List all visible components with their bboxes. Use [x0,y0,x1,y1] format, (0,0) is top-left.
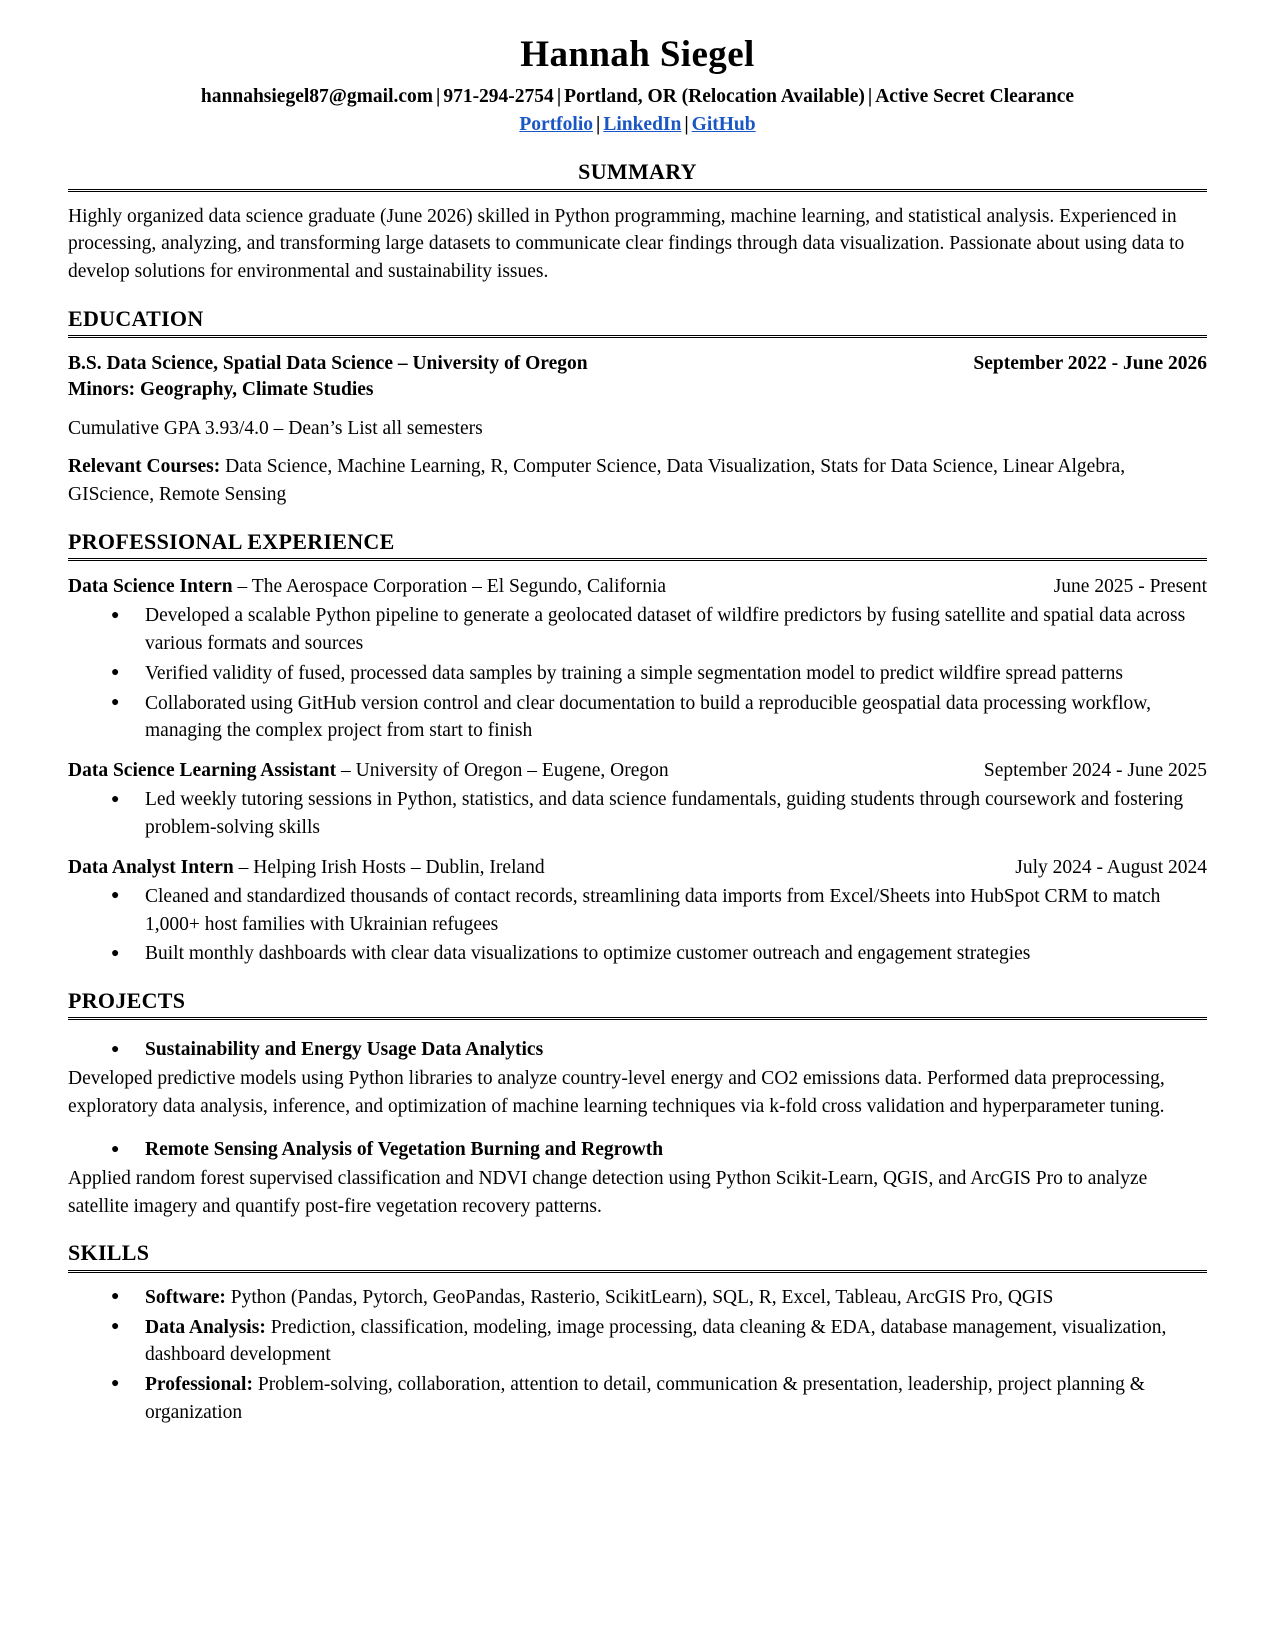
experience-entry-header [68,758,1207,784]
education-heading: EDUCATION [68,306,1207,338]
experience-entry [68,574,1207,745]
job-title: Data Science Intern [68,576,233,598]
skill-item [68,1314,1207,1369]
project-title-list [68,1136,1207,1164]
project-title-list [68,1036,1207,1064]
summary-section [68,159,1207,285]
job-company-location: – University of Oregon – Eugene, Oregon [336,759,669,781]
skill-item [68,1371,1207,1426]
contact-separator-1: | [436,85,441,107]
job-title: Data Science Learning Assistant [68,759,337,781]
job-bullet: ● Collaborated using GitHub version control and clear documentation to build a reproducible geospatial data processing workflow, managing the complex project from start to finish [68,690,1207,745]
education-dates: September 2022 - June 2026 [973,353,1207,375]
job-bullet: ● Developed a scalable Python pipeline to generate a geolocated dataset of wildfire predictors by fusing satellite and spatial data across various formats and sources [68,602,1207,657]
skill-item [68,1284,1207,1312]
link-separator-2: | [684,113,689,135]
resume-header [68,34,1207,137]
job-bullet-list [68,786,1207,841]
job-bullet: ● Led weekly tutoring sessions in Python, statistics, and data science fundamentals, guiding students through coursework and fostering problem-solving skills [68,786,1207,841]
link-separator-1: | [596,113,601,135]
job-bullet-list [68,883,1207,968]
job-bullet: ● Verified validity of fused, processed data samples by training a simple segmentation model to predict wildfire spread patterns [68,660,1207,688]
job-title-line [68,574,1038,600]
job-title-line [68,855,999,881]
project-title: ● Remote Sensing Analysis of Vegetation Burning and Regrowth [68,1136,1207,1164]
job-dates: June 2025 - Present [1053,576,1207,598]
phone-text: 971-294-2754 [443,85,554,107]
experience-section [68,529,1207,968]
portfolio-link[interactable]: Portfolio [519,113,594,135]
skill-text: Problem-solving, collaboration, attention to detail, communication & presentation, leadership, project planning & organization [145,1373,1145,1423]
job-dates: July 2024 - August 2024 [1015,856,1207,878]
experience-entry-header [68,574,1207,600]
project-title: ● Sustainability and Energy Usage Data Analytics [68,1036,1207,1064]
summary-text: Highly organized data science graduate (June 2026) skilled in Python programming, machine learning, and statistical analysis. Experienced in processing, analyzing, and transforming large datasets to communicate clear findings through data visualization. Passionate about using data to develop solutions for environmental and sustainability issues. [68,205,1185,282]
project-description: Developed predictive models using Python libraries to analyze country-level energy and CO2 emissions data. Performed data preprocessing, exploratory data analysis, inference, and optimization of machine learning techniques via k-fold cross validation and hyperparameter tuning. [68,1068,1165,1117]
relevant-courses-label: Relevant Courses: [68,456,221,478]
projects-heading: PROJECTS [68,988,1207,1020]
job-bullet-list [68,602,1207,744]
project-entry [68,1036,1207,1120]
education-gpa: Cumulative GPA 3.93/4.0 – Dean’s List all semesters [68,417,483,439]
location-text: Portland, OR (Relocation Available) [564,85,865,107]
candidate-name: Hannah Siegel [520,34,755,75]
job-title: Data Analyst Intern [68,856,234,878]
project-entry [68,1136,1207,1220]
clearance-text: Active Secret Clearance [875,85,1075,107]
experience-entry [68,758,1207,842]
summary-heading: SUMMARY [68,159,1207,191]
links-line [68,112,1207,137]
job-bullet: ● Built monthly dashboards with clear data visualizations to optimize customer outreach and engagement strategies [68,940,1207,968]
relevant-courses-text: Data Science, Machine Learning, R, Computer Science, Data Visualization, Stats for Data Science, Linear Algebra, GIScience, Remote Sensing [68,456,1126,506]
linkedin-link[interactable]: LinkedIn [603,113,682,135]
education-entry-header [68,351,1207,377]
job-company-location: – The Aerospace Corporation – El Segundo, California [232,576,667,598]
job-dates: September 2024 - June 2025 [983,759,1207,781]
skills-bullet-list [68,1284,1207,1426]
contact-separator-2: | [556,85,562,107]
skill-label: Data Analysis: [145,1316,266,1338]
contact-separator-3: | [867,85,873,107]
education-section [68,306,1207,509]
project-description: Applied random forest supervised classification and NDVI change detection using Python Scikit-Learn, QGIS, and ArcGIS Pro to analyze satellite imagery and quantify post-fire vegetation recovery patterns. [68,1168,1148,1217]
job-company-location: – Helping Irish Hosts – Dublin, Ireland [233,856,545,878]
skills-section [68,1240,1207,1426]
experience-entry [68,855,1207,968]
skills-heading: SKILLS [68,1240,1207,1272]
relevant-courses [68,453,1207,508]
email-text: hannahsiegel87@gmail.com [200,85,434,107]
skill-label: Software: [145,1286,226,1308]
education-minors: Minors: Geography, Climate Studies [68,379,374,401]
experience-entry-header [68,855,1207,881]
degree-title: B.S. Data Science, Spatial Data Science – University of Oregon [68,353,588,375]
skill-label: Professional: [145,1373,253,1395]
job-title-line [68,758,968,784]
job-bullet: ● Cleaned and standardized thousands of contact records, streamlining data imports from Excel/Sheets into HubSpot CRM to match 1,000+ host families with Ukrainian refugees [68,883,1207,938]
skill-text: Prediction, classification, modeling, image processing, data cleaning & EDA, database management, visualization, dashboard development [145,1316,1167,1366]
contact-line [68,84,1207,109]
experience-heading: PROFESSIONAL EXPERIENCE [68,529,1207,561]
skill-text: Python (Pandas, Pytorch, GeoPandas, Rasterio, ScikitLearn), SQL, R, Excel, Tableau, ArcGIS Pro, QGIS [225,1286,1054,1308]
github-link[interactable]: GitHub [691,113,756,135]
projects-section [68,988,1207,1221]
